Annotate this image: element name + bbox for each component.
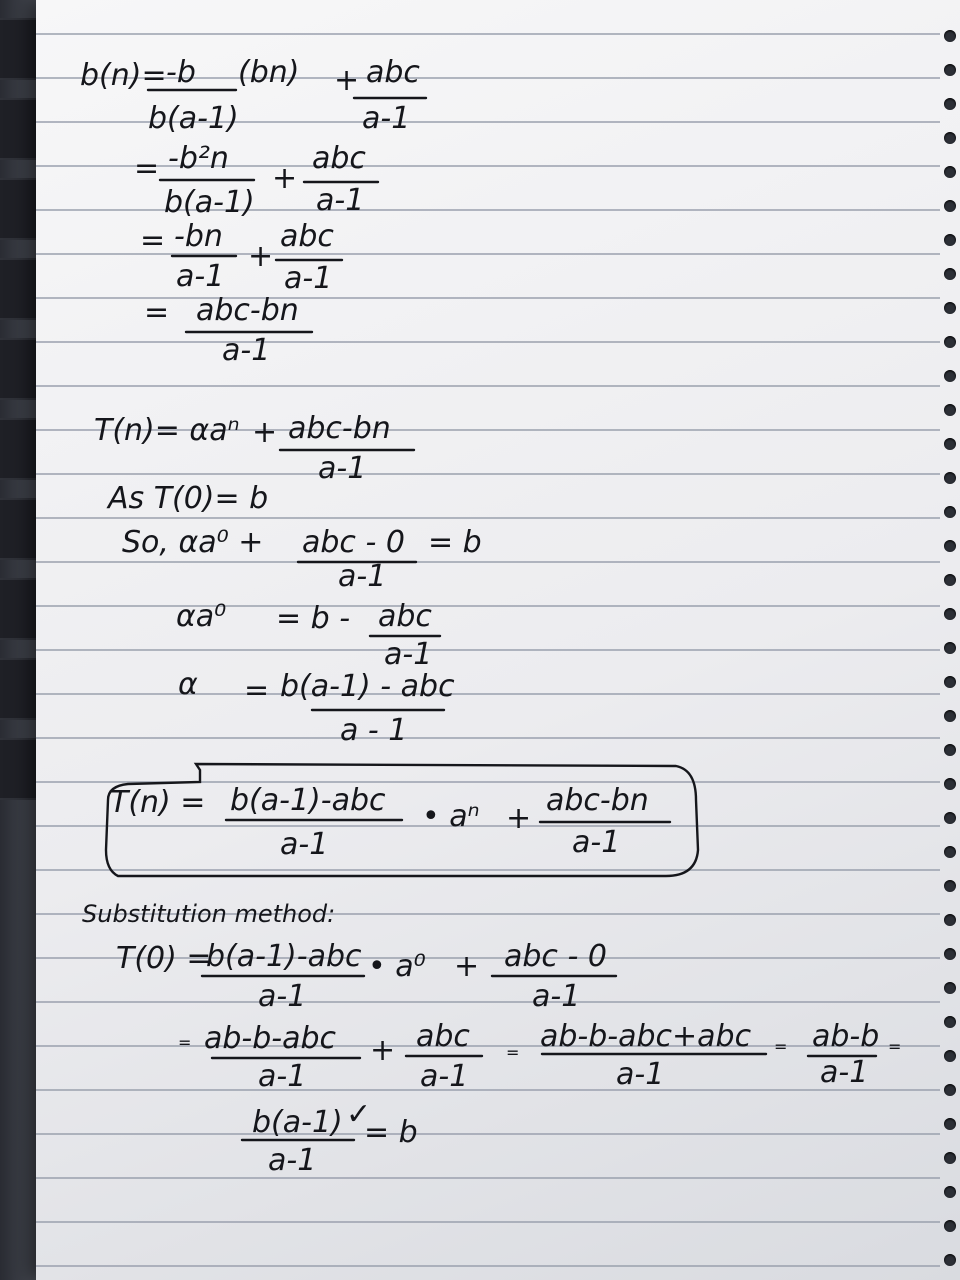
row2-num1: ab-b-abc [204, 1021, 337, 1056]
r1-eq: = b - [276, 601, 351, 636]
boxed-den1: a-1 [280, 827, 329, 862]
equals: = [134, 151, 160, 186]
check-mid: • a⁰ [368, 949, 426, 984]
equals: = [774, 1037, 788, 1056]
check-row-2 [178, 1019, 901, 1094]
row2-den2: a-1 [420, 1059, 469, 1094]
plus-sign: + [248, 239, 274, 274]
eq-line-4 [144, 293, 312, 368]
frac1-num: -b [166, 55, 196, 90]
frac2-num: abc [366, 55, 420, 90]
boxed-solution [106, 764, 698, 876]
so-lhs: So, αa⁰ + [122, 525, 264, 560]
row2-num4: ab-b [812, 1019, 880, 1054]
equals: = [178, 1033, 192, 1052]
frac1-num: -b²n [168, 141, 229, 176]
frac1-den: a-1 [176, 259, 225, 294]
check-den1: a-1 [258, 979, 307, 1014]
frac-den: a-1 [222, 333, 271, 368]
r2-den: a - 1 [340, 713, 408, 748]
row2-num2: abc [416, 1019, 470, 1054]
so-frac-den: a-1 [338, 559, 387, 594]
frac-den: a-1 [318, 451, 367, 486]
plus-sign: + [454, 949, 480, 984]
equals: = [888, 1037, 902, 1056]
term-bn: (bn) [238, 55, 300, 90]
boxed-num1: b(a-1)-abc [230, 783, 386, 818]
frac-num: abc-bn [196, 293, 299, 328]
r2-num: b(a-1) - abc [280, 669, 455, 704]
lhs-tn: T(n)= αaⁿ [94, 413, 240, 448]
plus-sign: + [506, 801, 532, 836]
eq-line-3 [140, 219, 342, 296]
lhs-bn: b(n)= [80, 58, 167, 93]
row2-den3: a-1 [616, 1057, 665, 1092]
check-den2: a-1 [532, 979, 581, 1014]
check-mark: ✓ [346, 1097, 372, 1132]
check-lhs: T(0) = [116, 941, 212, 976]
row2-num3: ab-b-abc+abc [540, 1019, 752, 1054]
frac1-den: b(a-1) [164, 185, 255, 220]
r2-lhs: α [178, 667, 198, 702]
plus-sign: + [334, 63, 360, 98]
frac1-num: -bn [174, 219, 223, 254]
boxed-mid: • aⁿ [422, 799, 480, 834]
row2-den4: a-1 [820, 1055, 869, 1090]
final-rhs: = b [364, 1115, 418, 1150]
eq-line-1 [80, 55, 426, 136]
r2-eq: = [244, 673, 270, 708]
boxed-lhs: T(n) = [110, 785, 206, 820]
final-num: b(a-1) [252, 1105, 343, 1140]
plus-sign: + [272, 161, 298, 196]
row2-den1: a-1 [258, 1059, 307, 1094]
general-solution [94, 411, 414, 486]
so-frac-num: abc - 0 [302, 525, 405, 560]
so-rhs: = b [428, 525, 482, 560]
frac2-den: a-1 [284, 261, 333, 296]
r1-den: a-1 [384, 637, 433, 672]
boxed-num2: abc-bn [546, 783, 649, 818]
final-den: a-1 [268, 1143, 317, 1178]
boxed-den2: a-1 [572, 825, 621, 860]
check-num2: abc - 0 [504, 939, 607, 974]
eq-line-2 [134, 141, 378, 220]
r1-lhs: αa⁰ [176, 599, 227, 634]
frac2-num: abc [280, 219, 334, 254]
frac2-den: a-1 [362, 101, 411, 136]
notebook-page [36, 0, 960, 1280]
substitution-check [82, 900, 901, 1178]
frac1-den: b(a-1) [148, 101, 239, 136]
frac2-num: abc [312, 141, 366, 176]
equals: = [140, 223, 166, 258]
check-heading: Substitution method: [82, 900, 336, 928]
frac2-den: a-1 [316, 183, 365, 218]
equals: = [144, 295, 170, 330]
plus-sign: + [252, 415, 278, 450]
equals: = [506, 1043, 520, 1062]
plus-sign: + [370, 1033, 396, 1068]
r1-num: abc [378, 599, 432, 634]
check-row-3 [242, 1097, 418, 1178]
check-num1: b(a-1)-abc [206, 939, 362, 974]
as-text: As T(0)= b [108, 481, 269, 516]
initial-condition [106, 481, 482, 748]
frac-num: abc-bn [288, 411, 391, 446]
handwritten-math [36, 0, 960, 1280]
